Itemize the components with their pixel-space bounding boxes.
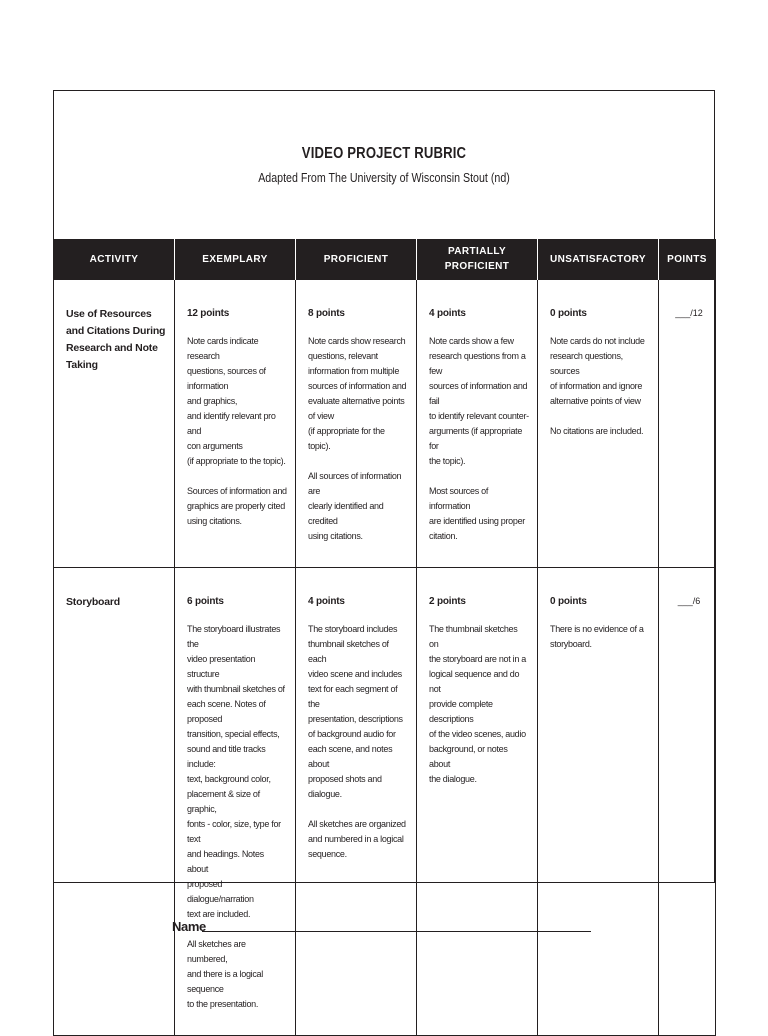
points-value: 0 points: [550, 308, 587, 319]
criteria-description: [308, 622, 408, 862]
header-row: [54, 239, 716, 280]
table-row: [54, 280, 716, 568]
criteria-paragraph: There is no evidence of a storyboard.: [550, 624, 644, 649]
activity-label: Use of Resources and Citations During Research and Note Taking: [66, 308, 166, 371]
activity-cell: [54, 280, 175, 568]
criteria-description: [429, 334, 529, 544]
page-subtitle: Adapted From The University of Wisconsin Stout (nd): [258, 170, 510, 185]
points-value: 0 points: [550, 596, 587, 607]
points-value: 4 points: [308, 596, 345, 607]
criteria-paragraph: The storyboard illustrates the video presentation structure with thumbnail sketches of each scene. Notes of proposed transition, special effects, sound and title tracks include: text, background color, placement & size of graphic, fonts - color, size, type for text and headings. Notes about proposed dialogue/narration text are included.: [187, 624, 285, 919]
activity-label: Storyboard: [66, 596, 121, 608]
score-blank[interactable]: ___/12: [675, 308, 703, 318]
name-field[interactable]: [172, 917, 592, 937]
name-underline[interactable]: [202, 931, 591, 932]
criteria-paragraph: No citations are included.: [550, 426, 644, 436]
points-value: 12 points: [187, 308, 230, 319]
column-header-exemplary: EXEMPLARY: [175, 239, 296, 280]
title-block: [54, 91, 714, 239]
column-header-activity: ACTIVITY: [54, 239, 175, 280]
criteria-cell-partially-proficient: [417, 568, 538, 1036]
criteria-paragraph: The thumbnail sketches on the storyboard are not in a logical sequence and do not provide complete descriptions of the video scenes, audio background, or notes about the dialogue.: [429, 624, 526, 784]
criteria-paragraph: All sketches are organized and numbered in a logical sequence.: [308, 819, 406, 859]
score-cell[interactable]: [659, 568, 716, 1036]
criteria-paragraph: Note cards show research questions, relevant information from multiple sources of information and evaluate alternative points of view (if appropriate for the topic).: [308, 336, 407, 451]
criteria-description: [429, 622, 529, 787]
column-header-partially-proficient: PARTIALLY PROFICIENT: [417, 239, 538, 280]
criteria-paragraph: Sources of information and graphics are properly cited using citations.: [187, 486, 287, 526]
criteria-cell-unsatisfactory: [538, 280, 659, 568]
criteria-paragraph: Note cards do not include research questions, sources of information and ignore alternative points of view: [550, 336, 645, 406]
column-header-unsatisfactory: UNSATISFACTORY: [538, 239, 659, 280]
criteria-cell-partially-proficient: [417, 280, 538, 568]
points-value: 4 points: [429, 308, 466, 319]
points-value: 8 points: [308, 308, 345, 319]
score-cell[interactable]: [659, 280, 716, 568]
criteria-cell-proficient: [296, 568, 417, 1036]
criteria-cell-exemplary: [175, 280, 296, 568]
criteria-paragraph: All sources of information are clearly identified and credited using citations.: [308, 471, 402, 541]
criteria-description: [550, 622, 650, 652]
name-label: Name: [172, 919, 206, 934]
criteria-paragraph: Most sources of information are identified using proper citation.: [429, 486, 525, 541]
table-row: [54, 568, 716, 1036]
criteria-paragraph: All sketches are numbered, and there is a logical sequence to the presentation.: [187, 939, 263, 1009]
criteria-cell-exemplary: [175, 568, 296, 1036]
column-header-points: POINTS: [659, 239, 716, 280]
score-blank[interactable]: ___/6: [677, 596, 701, 606]
page-title: VIDEO PROJECT RUBRIC: [301, 145, 467, 162]
criteria-cell-unsatisfactory: [538, 568, 659, 1036]
points-value: 6 points: [187, 596, 224, 607]
criteria-description: [308, 334, 408, 544]
points-value: 2 points: [429, 596, 466, 607]
criteria-paragraph: Note cards indicate research questions, sources of information and graphics, and identify relevant pro and con arguments (if appropriate to the topic).: [187, 336, 286, 466]
criteria-description: [550, 334, 650, 439]
criteria-cell-proficient: [296, 280, 417, 568]
criteria-paragraph: Note cards show a few research questions from a few sources of information and fail to identify relevant counter- arguments (if appropriate for the topic).: [429, 336, 529, 466]
criteria-description: [187, 334, 287, 529]
activity-cell: [54, 568, 175, 1036]
criteria-description: [187, 622, 287, 1012]
criteria-paragraph: The storyboard includes thumbnail sketches of each video scene and includes text for each segment of the presentation, descriptions of background audio for each scene, and notes about proposed shots and dialogue.: [308, 624, 403, 799]
column-header-proficient: PROFICIENT: [296, 239, 417, 280]
